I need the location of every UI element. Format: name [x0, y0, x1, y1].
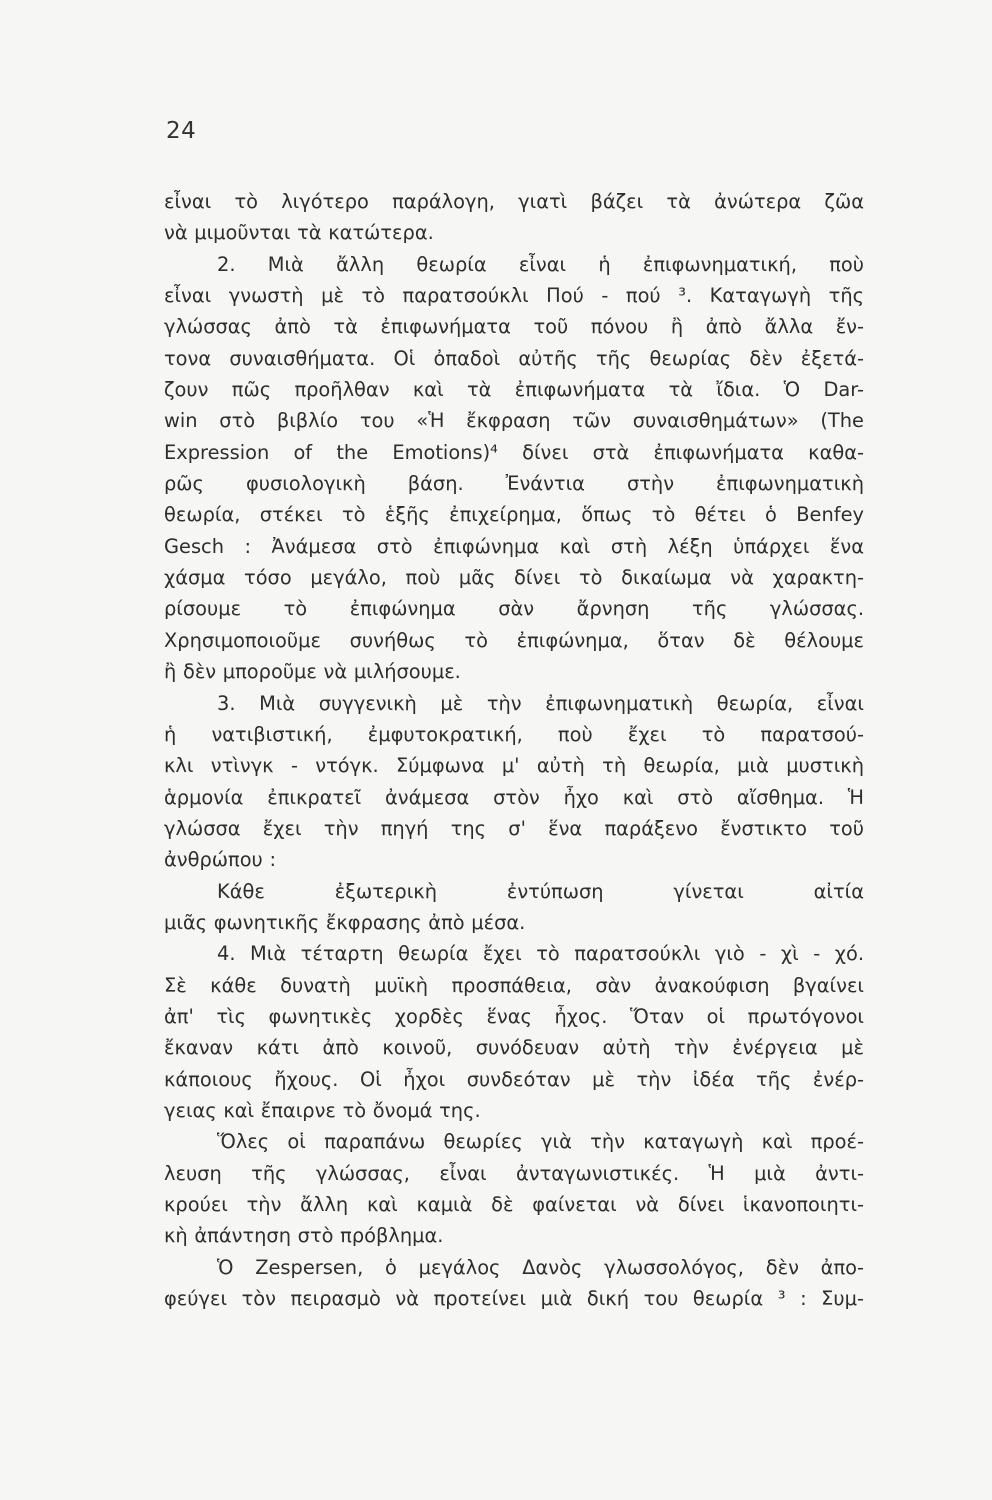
text-line: 2. Μιὰ ἄλλη θεωρία εἶναι ἡ ἐπιφωνηματική, ποὺ — [217, 252, 864, 276]
text-line: ἀνθρώπου : — [164, 848, 276, 872]
text-line: κλι ντὶνγκ - ντόγκ. Σύμφωνα μ' αὐτὴ τὴ θεωρία, μιὰ μυστικὴ — [164, 754, 864, 778]
page-number: 24 — [166, 118, 197, 144]
text-line: ἔκαναν κάτι ἀπὸ κοινοῦ, συνόδευαν αὐτὴ τὴν ἐνέργεια μὲ — [164, 1036, 864, 1060]
text-line: ἢ δὲν μποροῦμε νὰ μιλήσουμε. — [164, 660, 461, 684]
text-line: Ὁ Zespersen, ὁ μεγάλος Δανὸς γλωσσολόγος, δὲν ἀπο- — [217, 1255, 864, 1279]
text-line: εἶναι γνωστὴ μὲ τὸ παρατσούκλι Πού - πού ³. Καταγωγὴ τῆς — [164, 284, 864, 308]
text-line: γειας καὶ ἔπαιρνε τὸ ὄνομά της. — [164, 1098, 481, 1122]
text-line: Expression of the Emotions)⁴ δίνει στὰ ἐπιφωνήματα καθα- — [164, 440, 864, 464]
body-text — [164, 186, 864, 1314]
text-line: 3. Μιὰ συγγενικὴ μὲ τὴν ἐπιφωνηματικὴ θεωρία, εἶναι — [217, 691, 864, 715]
text-line: γλώσσας ἀπὸ τὰ ἐπιφωνήματα τοῦ πόνου ἢ ἀπὸ ἄλλα ἔν- — [164, 315, 864, 339]
quote-line: Κάθε ἐξωτερικὴ ἐντύπωση γίνεται αἰτία — [217, 879, 864, 903]
text-line: θεωρία, στέκει τὸ ἑξῆς ἐπιχείρημα, ὅπως τὸ θέτει ὁ Benfey — [164, 503, 864, 527]
text-line: νὰ μιμοῦνται τὰ κατώτερα. — [164, 221, 434, 245]
text-line: ρῶς φυσιολογικὴ βάση. Ἐνάντια στὴν ἐπιφωνηματικὴ — [164, 472, 864, 496]
text-line: win στὸ βιβλίο του «Ἡ ἔκφραση τῶν συναισθημάτων» (The — [164, 409, 864, 433]
text-line: ἀπ' τὶς φωνητικὲς χορδὲς ἕνας ἦχος. Ὅταν οἱ πρωτόγονοι — [164, 1004, 864, 1028]
text-line: ἡ νατιβιστική, ἐμφυτοκρατική, ποὺ ἔχει τὸ παρατσού- — [164, 722, 864, 746]
text-line: εἶναι τὸ λιγότερο παράλογη, γιατὶ βάζει τὰ ἀνώτερα ζῶα — [164, 190, 864, 213]
text-line: Σὲ κάθε δυνατὴ μυϊκὴ προσπάθεια, σὰν ἀνακούφιση βγαίνει — [164, 973, 864, 997]
text-line: κάποιους ἤχους. Οἱ ἦχοι συνδεόταν μὲ τὴν ἰδέα τῆς ἐνέρ- — [164, 1067, 864, 1091]
text-line: κὴ ἀπάντηση στὸ πρόβλημα. — [164, 1224, 444, 1248]
text-line: ρίσουμε τὸ ἐπιφώνημα σὰν ἄρνηση τῆς γλώσσας. — [164, 597, 864, 621]
quote-line: μιᾶς φωνητικῆς ἔκφρασης ἀπὸ μέσα. — [164, 910, 526, 934]
text-line: ζουν πῶς προῆλθαν καὶ τὰ ἐπιφωνήματα τὰ ἴδια. Ὁ Dar- — [164, 378, 864, 402]
text-line: λευση τῆς γλώσσας, εἶναι ἀνταγωνιστικές. Ἡ μιὰ ἀντι- — [164, 1161, 864, 1185]
text-line: γλώσσα ἔχει τὴν πηγή της σ' ἕνα παράξενο ἔνστικτο τοῦ — [164, 816, 864, 840]
text-line: κρούει τὴν ἄλλη καὶ καμιὰ δὲ φαίνεται νὰ δίνει ἱκανοποιητι- — [164, 1193, 864, 1216]
text-line: Ὅλες οἱ παραπάνω θεωρίες γιὰ τὴν καταγωγὴ καὶ προέ- — [217, 1130, 864, 1154]
text-line: τονα συναισθήματα. Οἱ ὀπαδοὶ αὐτῆς τῆς θεωρίας δὲν ἐξετά- — [164, 346, 864, 370]
text-line: Gesch : Ἀνάμεσα στὸ ἐπιφώνημα καὶ στὴ λέξη ὑπάρχει ἕνα — [164, 534, 864, 558]
text-line: 4. Μιὰ τέταρτη θεωρία ἔχει τὸ παρατσούκλι γιὸ - χὶ - χό. — [217, 942, 864, 966]
text-line: Χρησιμοποιοῦμε συνήθως τὸ ἐπιφώνημα, ὅταν δὲ θέλουμε — [164, 628, 864, 652]
text-line: φεύγει τὸν πειρασμὸ νὰ προτείνει μιὰ δική του θεωρία ³ : Συμ- — [164, 1287, 864, 1311]
text-line: ἁρμονία ἐπικρατεῖ ἀνάμεσα στὸν ἦχο καὶ στὸ αἴσθημα. Ἡ — [164, 785, 864, 809]
text-line: χάσμα τόσο μεγάλο, ποὺ μᾶς δίνει τὸ δικαίωμα νὰ χαρακτη- — [164, 566, 864, 590]
